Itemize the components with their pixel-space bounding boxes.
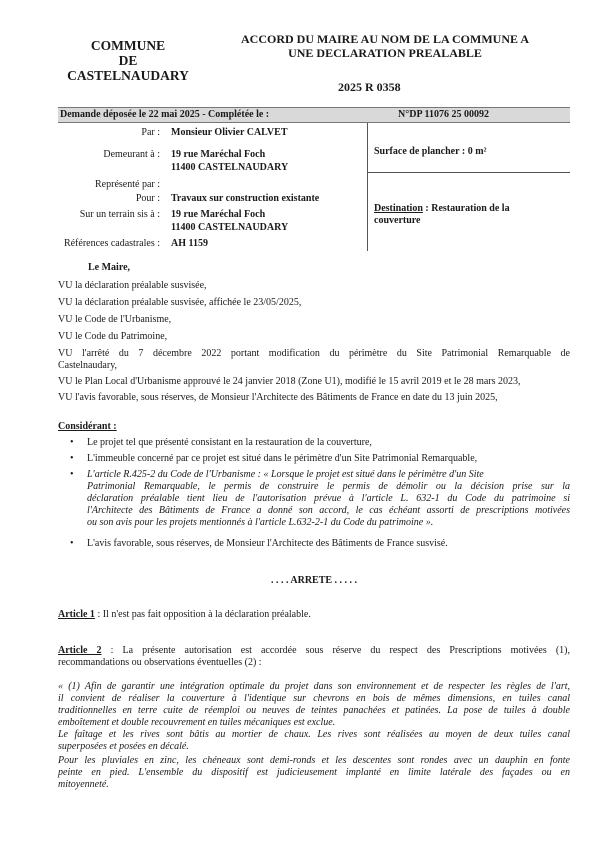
considerant-item: • L'immeuble concerné par ce projet est situé dans le périmètre d'un Site Patrimonial Remarquable,	[70, 453, 478, 464]
maire-heading: Le Maire,	[88, 262, 131, 273]
applicant-info	[58, 123, 570, 253]
commune-block	[58, 38, 198, 83]
vu-line: VU la déclaration préalable susvisée, affichée le 23/05/2025,	[58, 297, 302, 308]
article-2-line: Article 2 : La présente autorisation est accordée sous réserve du respect des Prescriptions motivées (1),	[58, 645, 570, 656]
row-cadastre: Références cadastrales : AH 1159	[63, 238, 208, 249]
destination: Destination : Restauration de la couverture	[374, 203, 510, 226]
row-par: Par : Monsieur Olivier CALVET	[141, 127, 288, 138]
arrete-heading: . . . . ARRETE . . . . .	[270, 575, 358, 586]
prescription-line: mitoyenneté.	[58, 779, 109, 790]
prescription-line: il convient de réaliser la couverture à l'identique sur chevrons en bois de mêmes dimensions, en tuiles canal	[58, 693, 570, 704]
considerant-item: • Le projet tel que présenté consistant en la restauration de la couverture,	[70, 437, 372, 448]
prescription-line: peinte en pied. L'ensemble du dispositif est judicieusement implanté en limite latérale des façades ou en	[58, 767, 570, 778]
vu-line: VU le Code de l'Urbanisme,	[58, 314, 172, 325]
row-pour: Pour : Travaux sur construction existante	[135, 193, 320, 204]
prescription-line: traditionnelles en terre cuite de réemploi ou neuves de teintes panachées et patinées. La pose de tuiles à double	[58, 705, 570, 716]
article-1: Article 1 : Il n'est pas fait opposition à la déclaration préalable.	[58, 609, 311, 620]
commune-line: DE	[118, 53, 138, 68]
commune-line: COMMUNE	[90, 38, 166, 53]
dossier-number: N°DP 11076 25 00092	[398, 109, 489, 120]
title-line: ACCORD DU MAIRE AU NOM DE LA COMMUNE A	[241, 32, 529, 46]
divider	[368, 172, 570, 173]
prescription-line: superposées et posées en décalé.	[58, 741, 189, 752]
request-date: Demande déposée le 22 mai 2025 - Complétée le :	[60, 109, 270, 120]
vu-line: VU la déclaration préalable susvisée,	[58, 280, 207, 291]
prescription-line: Le faîtage et les rives sont bâtis au mortier de chaux. Les rives sont réalisées au moyen de deux tuiles canal	[58, 729, 570, 740]
request-bar	[58, 107, 570, 123]
row-demeurant: Demeurant à : 19 rue Maréchal Foch 11400 CASTELNAUDARY	[103, 149, 289, 173]
vu-line: VU le Code du Patrimoine,	[58, 331, 168, 342]
prescription-line: « (1) Afin de garantir une intégration optimale du projet dans son environnement et de respecter les règles de l'art,	[58, 681, 570, 692]
considerant-heading: Considérant :	[58, 421, 117, 432]
vu-line: VU l'arrêté du 7 décembre 2022 portant modification du périmètre du Site Patrimonial Remarquable de	[58, 348, 570, 359]
considerant-item: • L'avis favorable, sous réserves, de Monsieur l'Architecte des Bâtiments de France susvisé.	[70, 538, 448, 549]
vu-line: VU l'avis favorable, sous réserves, de Monsieur l'Architecte des Bâtiments de France en date du 13 juin 2025,	[58, 392, 498, 403]
considerant-item: • L'article R.425-2 du Code de l'Urbanisme : « Lorsque le projet est situé dans le périmètre d'un Site Patrimonial Remarquable, le permis de construire le permis de démolir ou la décision prise sur la déclaration préalable tient lieu de l'autorisation prévue à l'article L. 632-1 du Code du patrimoine si l'Architecte des Bâtiments de France a donné son accord, le cas échéant assorti de prescriptions motivées ou son avis pour les projets mentionnés à l'article L.632-2-1 du Code du patrimoine ».	[70, 469, 570, 528]
commune-line: CASTELNAUDARY	[67, 68, 189, 83]
bullet-icon: •	[70, 469, 74, 480]
prescription-line: emboîtement et double recouvrement en tuiles mécaniques est exclue.	[58, 717, 336, 728]
row-terrain: Sur un terrain sis à : 19 rue Maréchal Foch 11400 CASTELNAUDARY	[79, 209, 289, 233]
arrete-number: 2025 R 0358	[338, 80, 401, 94]
surface-plancher: Surface de plancher : 0 m²	[374, 146, 487, 157]
bullet-icon: •	[70, 453, 74, 464]
prescription-line: Pour les pluviales en zinc, les chéneaux sont demi-ronds et les descentes sont rondes avec un dauphin en fonte	[58, 755, 570, 766]
bullet-icon: •	[70, 538, 74, 549]
bullet-icon: •	[70, 437, 74, 448]
document-title	[205, 32, 565, 60]
title-line: UNE DECLARATION PREALABLE	[288, 46, 482, 60]
row-represente: Représenté par :	[95, 179, 160, 190]
vu-line: Castelnaudary,	[58, 360, 118, 371]
article-2-line: recommandations ou observations éventuelles (2) :	[58, 657, 262, 668]
vu-line: VU le Plan Local d'Urbanisme approuvé le 24 janvier 2018 (Zone U1), modifié le 15 avril 2019 et le 28 mars 2023,	[58, 376, 521, 387]
